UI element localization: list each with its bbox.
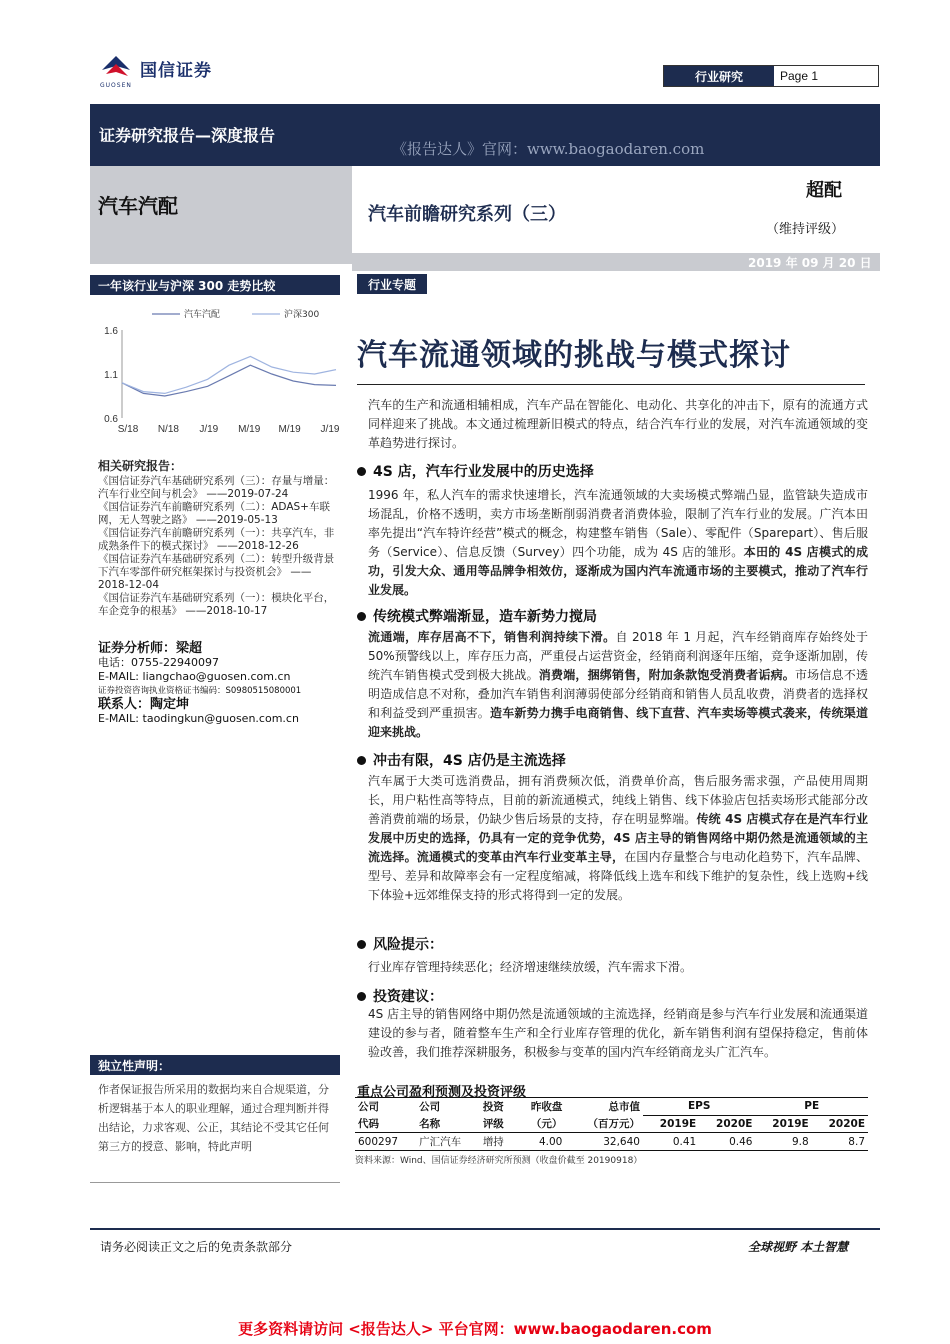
table-header: 2019E bbox=[659, 1117, 697, 1130]
logo-text: 国信证券 bbox=[140, 60, 212, 81]
section-heading bbox=[357, 750, 566, 770]
table-cell: 广汇汽车 bbox=[419, 1136, 462, 1148]
logo-subtext: GUOSEN bbox=[100, 82, 132, 89]
body-text: 自 2018 年 1 月起，汽车经销商库存始终处于 50%预警线以上，库存压力高，严重侵占运营资金，经销商利润逐年压缩，竞争逐渐加剧，传统汽车销售模式受到极大挑战。 bbox=[368, 630, 868, 682]
table-cell: 8.7 bbox=[848, 1135, 865, 1148]
body-text: 市场信息不透明造成信息不对称，叠加汽车销售利润薄弱使部分经销商和销售人员乱收费，消费者的选择权和利益受到严重损害。 bbox=[368, 668, 868, 720]
x-tick-label: J/19 bbox=[320, 424, 340, 435]
legend-label: 汽车汽配 bbox=[184, 310, 221, 320]
table-header: EPS bbox=[643, 1098, 756, 1116]
related-item: 《国信证券汽车基础研究系列（三）：存量与增量：汽车行业空间与机会》 ——2019-07-24 bbox=[98, 475, 335, 500]
trend-chart-svg bbox=[92, 300, 342, 445]
body-text: 在国内存量整合与电动化趋势下，汽车品牌、型号、差异和故障率会有一定程度缩减，将降低线上选车和线下维护的复杂性，线上选购+线下体验+远郊维保支持的形式将得到一定的发展。 bbox=[368, 850, 868, 902]
independence-heading: 独立性声明： bbox=[90, 1055, 340, 1075]
table-header: 投资 bbox=[482, 1101, 504, 1113]
chart-heading: 一年该行业与沪深 300 走势比较 bbox=[90, 275, 340, 295]
table-cell: 9.8 bbox=[792, 1135, 809, 1148]
section-title: 传统模式弊端渐显，造车新势力搅局 bbox=[373, 609, 597, 625]
table-header: PE bbox=[755, 1098, 868, 1116]
table-header: 评级 bbox=[482, 1118, 504, 1130]
bullet-icon bbox=[357, 940, 366, 949]
rating: 超配 bbox=[806, 180, 842, 201]
analyst-name: 梁超 bbox=[176, 641, 203, 656]
section-heading bbox=[357, 986, 443, 1006]
page-title: 汽车流通领域的挑战与模式探讨 bbox=[357, 338, 791, 373]
contact-label: 联系人： bbox=[98, 697, 151, 712]
analyst-label: 证券分析师： bbox=[98, 641, 177, 656]
body-text: 1996 年，私人汽车的需求快速增长，汽车流通领域的大卖场模式弊端凸显，监管缺失造成市场混乱，价格不透明，卖方市场垄断削弱消费者消费体验，限制了汽车行业的发展。广汽本田率先提出“汽车特许经营”模式的概念，构建整车销售（Sale）、零配件（Sparepart）、售后服务（Service）、信息反馈（Survey）四个功能，成为 4S 店的雏形。 bbox=[368, 488, 868, 559]
forecast-table bbox=[355, 1097, 868, 1166]
report-category: 证券研究报告—深度报告 bbox=[99, 126, 276, 145]
table-title: 重点公司盈利预测及投资评级 bbox=[357, 1085, 527, 1100]
x-tick-label: N/18 bbox=[157, 424, 179, 435]
table-header: 2020E bbox=[716, 1117, 753, 1130]
sector-name: 汽车汽配 bbox=[98, 194, 178, 218]
legend-label: 沪深300 bbox=[284, 310, 320, 320]
related-item: 《国信证券汽车前瞻研究系列（一）：共享汽车，非成熟条件下的模式探讨》 ——2018-12-26 bbox=[98, 527, 335, 552]
rating-note: （维持评级） bbox=[766, 222, 845, 237]
body-bold: 造车新势力携手电商销售、线下直营、汽车卖场等模式袭来，传统渠道迎来挑战。 bbox=[368, 706, 868, 739]
section-body bbox=[368, 772, 868, 905]
promo-link[interactable]: 更多资料请访问 <报告达人> 平台官网：www.baogaodaren.com bbox=[238, 1320, 712, 1338]
analyst-cert: 证券投资咨询执业资格证书编码：S0980515080001 bbox=[98, 686, 302, 696]
contact-name: 陶定坤 bbox=[150, 697, 190, 712]
company-logo bbox=[100, 52, 212, 84]
y-tick-label: 0.6 bbox=[104, 414, 118, 425]
table-cell: 600297 bbox=[358, 1135, 399, 1148]
contact-email[interactable]: E-MAIL: taodingkun@guosen.com.cn bbox=[98, 712, 299, 725]
body-bold: 本田的 4S 店模式的成功，引发大众、通用等品牌争相效仿，逐渐成为国内汽车流通市场的主要模式，推动了汽车行业发展。 bbox=[368, 545, 868, 597]
section-body bbox=[368, 486, 868, 600]
slogan: 全球视野 本土智慧 bbox=[748, 1240, 849, 1254]
series-line-csi300 bbox=[122, 356, 336, 393]
table-cell: 0.46 bbox=[729, 1135, 753, 1148]
divider bbox=[90, 1182, 340, 1183]
table-cell: 4.00 bbox=[538, 1135, 563, 1148]
bullet-icon bbox=[357, 467, 366, 476]
table-row bbox=[355, 1133, 868, 1151]
table-source: 资料来源：Wind、国信证券经济研究所预测（收盘价截至 20190918） bbox=[355, 1156, 643, 1166]
section-title: 冲击有限，4S 店仍是主流选择 bbox=[373, 753, 566, 769]
table-cell: 0.41 bbox=[672, 1135, 697, 1148]
page-number: Page 1 bbox=[780, 69, 819, 83]
watermark-text: 《报告达人》官网：www.baogaodaren.com bbox=[392, 140, 705, 158]
series-title: 汽车前瞻研究系列（三） bbox=[368, 204, 566, 225]
related-heading: 相关研究报告： bbox=[98, 459, 183, 473]
trend-chart bbox=[92, 300, 342, 445]
table-header: 代码 bbox=[358, 1118, 379, 1130]
table-header: 2020E bbox=[828, 1117, 865, 1130]
body-bold: 流通端，库存居高不下，销售利润持续下滑。 bbox=[368, 630, 616, 644]
related-reports bbox=[98, 460, 340, 618]
analyst-email[interactable]: E-MAIL: liangchao@guosen.com.cn bbox=[98, 670, 291, 683]
bullet-icon bbox=[357, 756, 366, 765]
table-header: 名称 bbox=[419, 1118, 441, 1130]
table-header: （元） bbox=[530, 1118, 563, 1130]
table-header: 2019E bbox=[772, 1117, 809, 1130]
related-item: 《国信证券汽车基础研究系列（一）：模块化平台，车企竞争的根基》 ——2018-10-17 bbox=[98, 592, 335, 617]
x-tick-label: M/19 bbox=[238, 424, 261, 435]
section-heading bbox=[357, 461, 594, 481]
investment-text: 4S 店主导的销售网络中期仍然是流通领域的主流选择，经销商是参与汽车行业发展和流通渠道建设的参与者，随着整车生产和全行业库存管理的优化，新车销售利润有望保持稳定，售前体验改善，我们推荐深耕服务，积极参与变革的国内汽车经销商龙头广汇汽车。 bbox=[368, 1007, 868, 1059]
table-header: 公司 bbox=[419, 1101, 441, 1113]
independence-text: 作者保证报告所采用的数据均来自合规渠道，分析逻辑基于本人的职业理解，通过合理判断并得出结论，力求客观、公正，其结论不受其它任何第三方的授意、影响，特此声明 bbox=[98, 1083, 329, 1153]
bullet-icon bbox=[357, 612, 366, 621]
table-header: 昨收盘 bbox=[530, 1101, 563, 1113]
section-heading bbox=[357, 934, 443, 954]
logo-mark-icon bbox=[100, 52, 134, 84]
analyst-phone: 电话：0755-22940097 bbox=[98, 656, 219, 669]
topic-tag: 行业专题 bbox=[357, 274, 427, 294]
y-tick-label: 1.1 bbox=[104, 370, 118, 381]
table-cell: 增持 bbox=[482, 1136, 504, 1148]
x-tick-label: M/19 bbox=[278, 424, 301, 435]
section-title: 4S 店，汽车行业发展中的历史选择 bbox=[373, 464, 594, 480]
section-title: 风险提示： bbox=[373, 937, 443, 953]
bullet-icon bbox=[357, 992, 366, 1001]
body-text: 汽车属于大类可选消费品，拥有消费频次低，消费单价高，售后服务需求强，产品使用周期长，用户粘性高等特点，目前的新流通模式，纯线上销售、线下体验店包括卖场形式能部分改善消费前端的场景，仍缺少售后场景的支持，存在明显弊端。 bbox=[368, 774, 868, 826]
footer-divider bbox=[90, 1228, 880, 1230]
disclaimer-note: 请务必阅读正文之后的免责条款部分 bbox=[100, 1240, 293, 1254]
x-tick-label: S/18 bbox=[117, 424, 139, 435]
body-bold: 传统 4S 店模式存在是汽车行业发展中历史的选择，仍具有一定的竞争优势，4S 店主导的销售网络中期仍然是流通领域的主流选择。流通模式的变革由汽车行业变革主导， bbox=[368, 812, 868, 864]
x-tick-label: J/19 bbox=[199, 424, 219, 435]
table-header: 总市值 bbox=[608, 1101, 640, 1113]
table-header: （百万元） bbox=[587, 1118, 640, 1130]
risk-text: 行业库存管理持续恶化；经济增速继续放缓，汽车需求下滑。 bbox=[368, 960, 693, 974]
related-item: 《国信证券汽车基础研究系列（二）：转型升级背景下汽车零部件研究框架探讨与投资机会》 ——2018-12-04 bbox=[98, 553, 335, 591]
table-cell: 32,640 bbox=[603, 1135, 640, 1148]
y-tick-label: 1.6 bbox=[104, 326, 118, 337]
section-title: 投资建议： bbox=[373, 989, 443, 1005]
section-body bbox=[368, 628, 868, 742]
divider bbox=[357, 384, 865, 385]
analyst-info bbox=[98, 642, 340, 726]
body-bold: 消费端，捆绑销售，附加条款饱受消费者诟病。 bbox=[538, 668, 795, 682]
related-item: 《国信证券汽车前瞻研究系列（二）：ADAS+车联网，无人驾驶之路》 ——2019-05-13 bbox=[98, 501, 330, 526]
series-line-auto bbox=[122, 365, 336, 396]
section-heading bbox=[357, 606, 597, 626]
report-type-box bbox=[663, 65, 879, 87]
intro-text: 汽车的生产和流通相辅相成，汽车产品在智能化、电动化、共享化的冲击下，原有的流通方式同样迎来了挑战。本文通过梳理新旧模式的特点，结合汽车行业的发展，对汽车流通领域的变革趋势进行探讨。 bbox=[368, 398, 868, 450]
table-header: 公司 bbox=[358, 1101, 379, 1113]
report-date: 2019 年 09 月 20 日 bbox=[748, 256, 872, 270]
report-type-label: 行业研究 bbox=[664, 66, 774, 86]
